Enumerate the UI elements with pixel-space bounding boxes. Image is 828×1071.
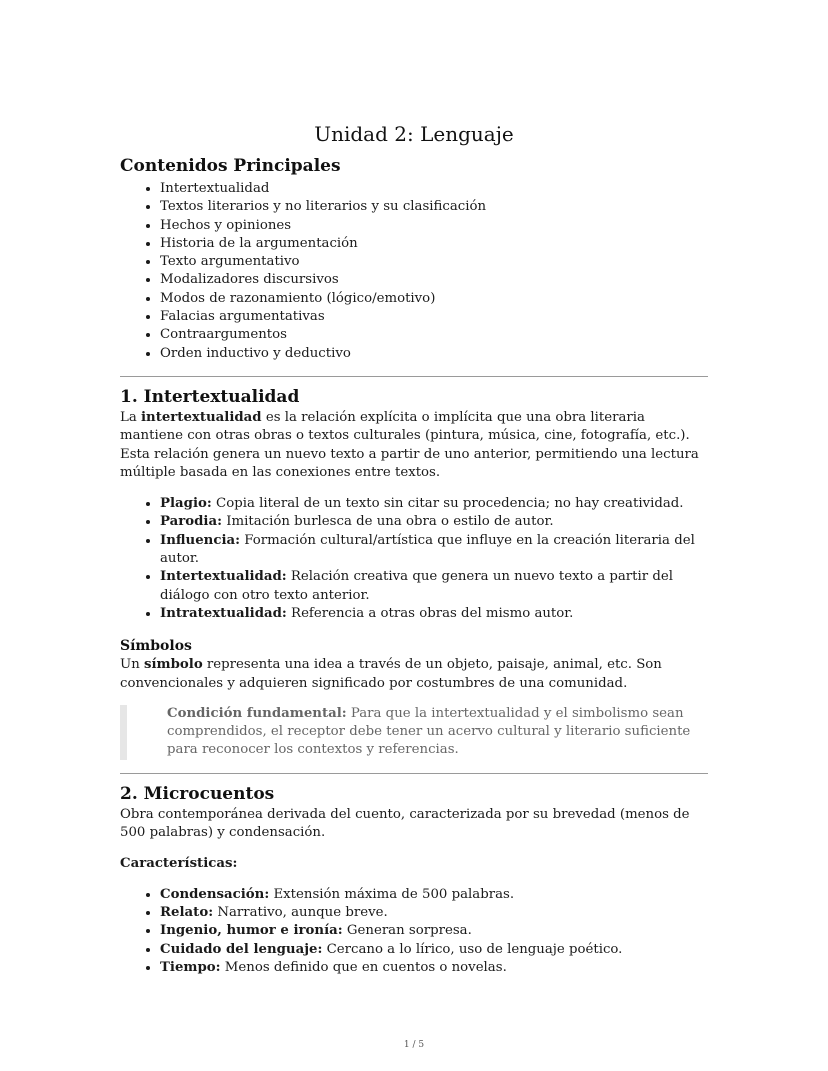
symbols-heading: Símbolos <box>120 638 192 655</box>
list-item: • Historia de la argumentación <box>160 235 708 253</box>
list-item: • Intratextualidad: Referencia a otras obras del mismo autor. <box>160 605 708 623</box>
list-item: • Intertextualidad <box>160 180 708 198</box>
section1-heading: 1. Intertextualidad <box>120 386 300 407</box>
blockquote-note: Condición fundamental: Para que la intertextualidad y el simbolismo sean comprendidos, el receptor debe tener un acervo cultural y literario suficiente para reconocer los contextos y referencias. <box>120 705 708 760</box>
page-number: 1 / 5 <box>403 1040 425 1050</box>
list-item: • Intertextualidad: Relación creativa que genera un nuevo texto a partir del diálogo con otro texto anterior. <box>160 568 708 605</box>
list-item: • Condensación: Extensión máxima de 500 palabras. <box>160 886 708 904</box>
list-item: • Tiempo: Menos definido que en cuentos o novelas. <box>160 959 708 977</box>
list-item: • Hechos y opiniones <box>160 217 708 235</box>
microcuentos-list <box>120 886 708 977</box>
section1-intro: La intertextualidad es la relación explícita o implícita que una obra literaria mantiene con otras obras o textos culturales (pintura, música, cine, fotografía, etc.). Esta relación genera un nuevo texto a partir de uno anterior, permitiendo una lectura múltiple basada en las conexiones entre textos. <box>120 409 699 480</box>
contents-list <box>120 180 708 363</box>
list-item: • Orden inductivo y deductivo <box>160 345 708 363</box>
list-item: • Influencia: Formación cultural/artística que influye en la creación literaria del autor. <box>160 532 708 569</box>
list-item: • Ingenio, humor e ironía: Generan sorpresa. <box>160 922 708 940</box>
symbols-text: Un símbolo representa una idea a través de un objeto, paisaje, animal, etc. Son convencionales y adquieren significado por costumbres de una comunidad. <box>120 657 662 691</box>
section2-heading: 2. Microcuentos <box>120 783 275 804</box>
list-item: • Modos de razonamiento (lógico/emotivo) <box>160 290 708 308</box>
page-title: Unidad 2: Lenguaje <box>314 122 514 146</box>
section-divider <box>120 773 708 774</box>
list-item: • Falacias argumentativas <box>160 308 708 326</box>
features-label: Características: <box>120 856 238 872</box>
section2-intro: Obra contemporánea derivada del cuento, caracterizada por su brevedad (menos de 500 palabras) y condensación. <box>120 806 690 841</box>
list-item: • Texto argumentativo <box>160 253 708 271</box>
list-item: • Relato: Narrativo, aunque breve. <box>160 904 708 922</box>
list-item: • Modalizadores discursivos <box>160 271 708 289</box>
contents-heading: Contenidos Principales <box>120 156 341 176</box>
list-item: • Cuidado del lenguaje: Cercano a lo lírico, uso de lenguaje poético. <box>160 941 708 959</box>
list-item: • Contraargumentos <box>160 326 708 344</box>
intertextuality-list <box>120 495 708 623</box>
list-item: • Textos literarios y no literarios y su clasificación <box>160 198 708 216</box>
section-divider <box>120 376 708 377</box>
list-item: • Parodia: Imitación burlesca de una obra o estilo de autor. <box>160 513 708 531</box>
list-item: • Plagio: Copia literal de un texto sin citar su procedencia; no hay creatividad. <box>160 495 708 513</box>
